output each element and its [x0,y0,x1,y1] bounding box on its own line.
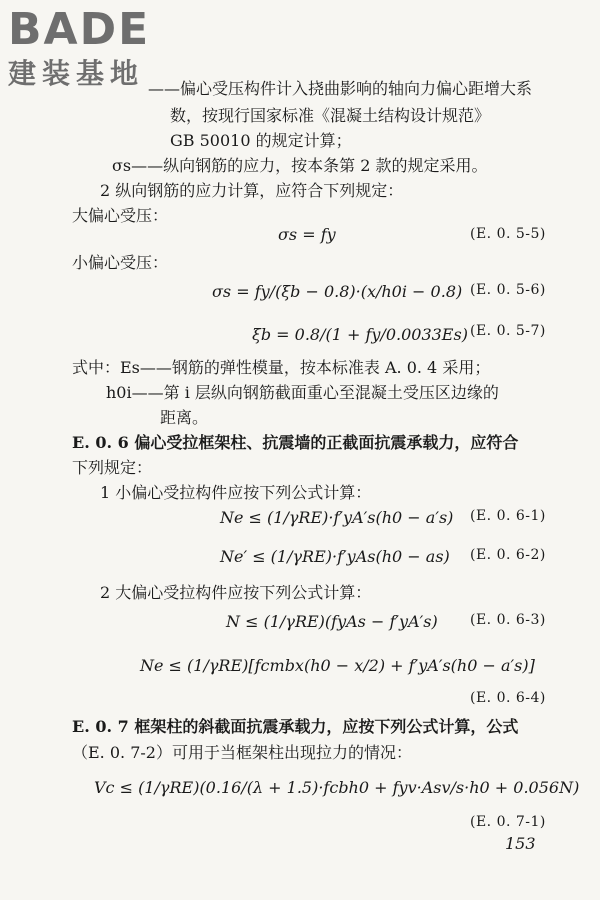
equation-number: (E. 0. 6-3) [470,612,546,628]
formula: Ne′ ≤ (1/γRE)·f′yAs(h0 − as) [220,547,450,566]
formula: σs = fy [278,225,336,244]
clause-heading: 2 大偏心受拉构件应按下列公式计算： [100,583,372,602]
clause-heading: 2 纵向钢筋的应力计算，应符合下列规定： [100,181,404,200]
text-line: h0i——第 i 层纵向钢筋截面重心至混凝土受压区边缘的 [106,383,499,402]
text-line: 大偏心受压： [72,206,169,225]
text-line: σs——纵向钢筋的应力，按本条第 2 款的规定采用。 [112,156,488,175]
clause-heading: 1 小偏心受拉构件应按下列公式计算： [100,483,372,502]
formula: Ne ≤ (1/γRE)·f′yA′s(h0 − a′s) [220,508,454,527]
text-line: （E. 0. 7-2）可用于当框架柱出现拉力的情况： [72,743,412,762]
text-line: 距离。 [160,408,209,427]
text-line: 式中：Es——钢筋的弹性模量，按本标准表 A. 0. 4 采用； [72,358,491,377]
equation-number: (E. 0. 5-7) [470,323,546,339]
text-line: 下列规定： [72,458,153,477]
equation-number: (E. 0. 6-2) [470,547,546,563]
equation-number: (E. 0. 6-4) [470,690,546,706]
formula: N ≤ (1/γRE)(fyAs − f′yA′s) [226,612,438,631]
text-line: 数，按现行国家标准《混凝土结构设计规范》 [170,106,491,125]
formula: ξb = 0.8/(1 + fy/0.0033Es) [252,325,468,344]
section-heading: E. 0. 6 偏心受拉框架柱、抗震墙的正截面抗震承载力，应符合 [72,433,519,452]
equation-number: (E. 0. 6-1) [470,508,546,524]
text-line: 小偏心受压： [72,253,169,272]
text-line: GB 50010 的规定计算； [170,131,352,150]
text-line: ——偏心受压构件计入挠曲影响的轴向力偏心距增大系 [148,79,533,98]
equation-number: (E. 0. 7-1) [470,814,546,830]
logo-subtitle: 建装基地 [8,57,145,90]
equation-number: (E. 0. 5-6) [470,282,546,298]
formula: Ne ≤ (1/γRE)[fcmbx(h0 − x/2) + f′yA′s(h0 − a′s)] [140,656,535,675]
page-number: 153 [505,834,536,853]
formula: Vc ≤ (1/γRE)(0.16/(λ + 1.5)·fcbh0 + fyv·Asv/s·h0 + 0.056N) [94,778,580,797]
formula: σs = fy/(ξb − 0.8)·(x/h0i − 0.8) [212,282,463,301]
equation-number: (E. 0. 5-5) [470,226,546,242]
section-heading: E. 0. 7 框架柱的斜截面抗震承载力，应按下列公式计算，公式 [72,717,519,736]
logo-wordmark: BADE [8,4,151,55]
